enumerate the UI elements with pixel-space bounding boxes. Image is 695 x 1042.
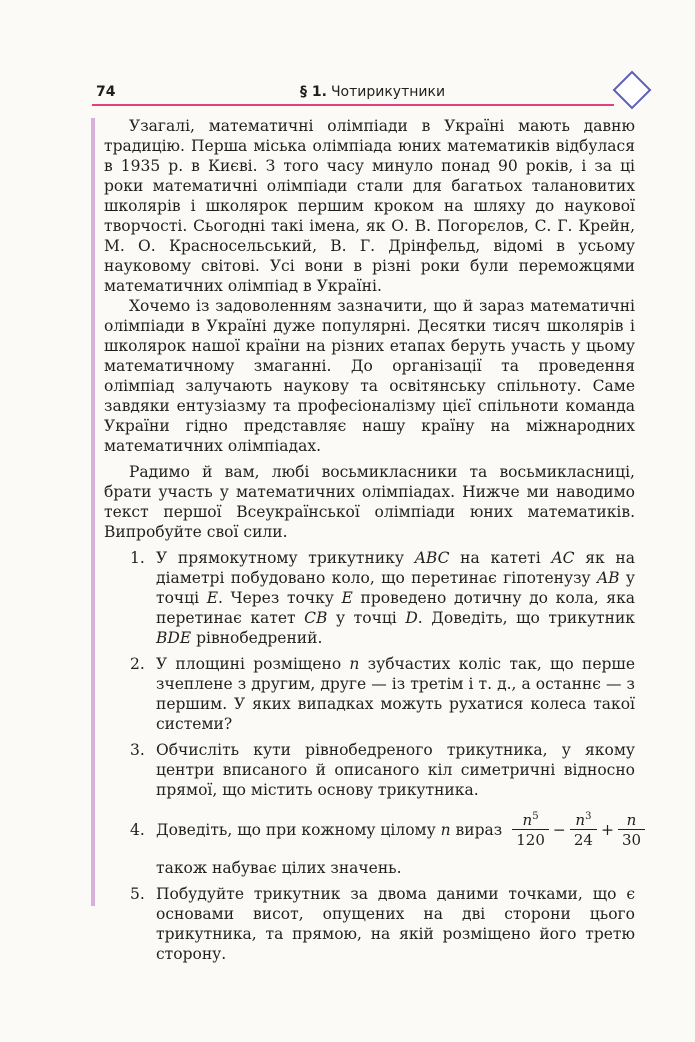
plus-sign: + [600,821,614,839]
problem-4 [104,806,642,878]
problem-text: Доведіть, що при кожному цілому n вираз $\frac{n^5}{120}$ − $\frac{n^3}{24}$ + $\frac{n}{30}$ [156,806,635,854]
problem-number: 1. [130,549,145,567]
problem-5 [104,884,635,964]
minus-sign: − [552,821,566,839]
fraction-n3-24: $\frac{n^3}{24}$ [570,811,597,849]
paragraph-olympiad-history: Узагалі, математичні олімпіади в Україні мають давню традицію. Перша міська олімпіада юних математиків відбулася в 1935 р. в Києві. З того часу минуло понад 90 років, і за ці роки математичні олімпіади стали для багатьох талановитих школярів і школярок першим кроком на шляху до наукової творчості. Сьогодні такі імена, як О. В. Погорєлов, С. Г. Крейн, М. О. Красносельський, В. Г. Дрінфельд, відомі в усьому науковому світові. Усі вони в різні роки були переможцями математичних олімпіад в Україні. [104,117,635,295]
problem-number: 4. [130,821,145,839]
problem-2 [104,654,635,734]
page-number: 74 [96,84,116,100]
page-content [104,116,642,970]
section-name: Чотирикутники [330,84,446,100]
paragraph-invitation: Радимо й вам, любі восьмикласники та восьмикласниці, брати участь у математичних олімпіадах. Нижче ми наводимо текст першої Всеукраїнської олімпіади юних математиків. Випробуйте свої сили. [104,463,635,541]
section-title [300,84,445,100]
problem-text: Побудуйте трикутник за двома даними точками, що є основами висот, опущених на дві сторони цього трикутника, та прямою, на якій розміщено його третю сторону. [156,885,635,963]
diamond-icon [612,70,652,110]
fraction-n-30: $\frac{n}{30}$ [618,811,645,849]
problem-text: У площині розміщено n зубчастих коліс так, що перше зчеплене з другим, друге — із третім і т. д., а останнє — з першим. У яких випадках можуть рухатися колеса такої системи? [156,655,635,733]
margin-bar [91,118,95,906]
problem-1 [104,548,635,648]
problem-number: 5. [130,885,145,903]
problem-text-continued: також набуває цілих значень. [156,859,402,877]
section-mark: § 1. [300,84,327,100]
problem-3 [104,740,635,800]
problem-number: 3. [130,741,145,759]
problem-text: Обчисліть кути рівнобедреного трикутника, у якому центри вписаного й описаного кіл симетричні відносно прямої, що містить основу трикутника. [156,741,635,799]
page-header [0,0,695,115]
problem-text: У прямокутному трикутнику ABC на катеті AC як на діаметрі побудовано коло, що перетинає гіпотенузу AB у точці E. Через точку E проведено дотичну до кола, яка перетинає катет CB у точці D. Доведіть, що трикутник BDE рівнобедрений. [156,549,636,647]
problem-number: 2. [130,655,145,673]
fraction-n5-120: $\frac{n^5}{120}$ [512,811,549,849]
problem-list [104,548,642,964]
paragraph-olympiad-popularity: Хочемо із задоволенням зазначити, що й зараз математичні олімпіади в Україні дуже популярні. Десятки тисяч школярів і школярок нашої країни на різних етапах беруть участь у цьому математичному змаганні. До організації та проведення олімпіад залучають наукову та освітянську спільноту. Саме завдяки ентузіазму та професіоналізму цієї спільноти команда України гідно представляє нашу країну на міжнародних математичних олімпіадах. [104,297,635,455]
header-rule [92,104,614,106]
